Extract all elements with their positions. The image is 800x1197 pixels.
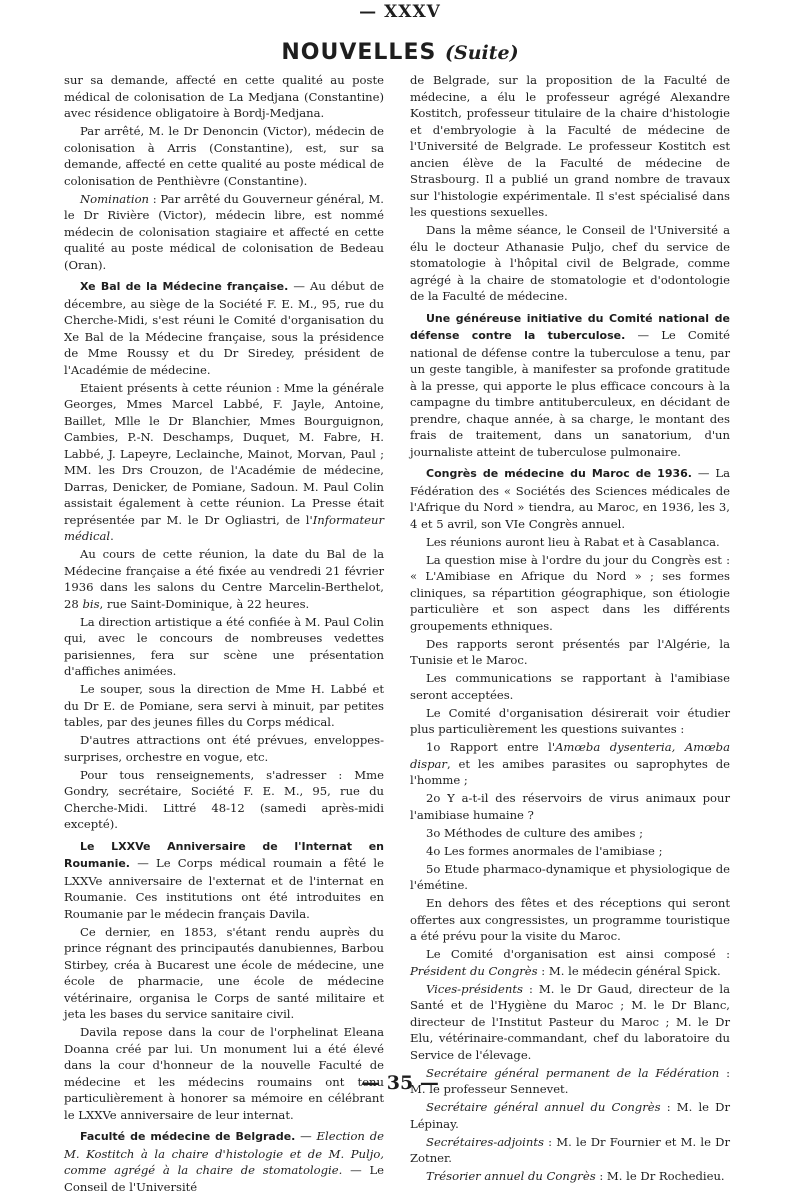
news-item-subtitle: — Election de M. Kostitch à la chaire d'histologie et de M. Puljo, comme agrégé à la chaire de stomatologie.: [64, 1129, 384, 1177]
journal-title: Informateur médical: [64, 512, 384, 543]
paragraph-text: Etaient présents à cette réunion : Mme la générale Georges, Mmes Marcel Labbé, F. Jayle, Antoine, Baillet, Mlle le Dr Blanchier, Mmes Bourguignon, Cambies, P.-N. Deschamps, Duquet, M. Fabre, H. Labbé, J. Lapeyre, Leclainche, Mainot, Morvan, Paul ; MM. les Drs Crouzon, de l'Académie de médecine, Darras, Denicker, de Pomiane, Sadoun. M. Paul Colin assistait également à cette réunion. La Presse était représentée par M. le Dr Ogliastri, de l': [64, 380, 384, 527]
news-item-title: Le LXXVe Anniversaire de l'Internat en Roumanie.: [64, 839, 384, 870]
paragraph: En dehors des fêtes et des réceptions qui seront offertes aux congressistes, un programme touristique a été prévu pour la visite du Maroc.: [410, 896, 730, 943]
question-text: 1o Rapport entre l': [426, 740, 556, 754]
paragraph-italic: bis: [82, 596, 100, 611]
news-item-title: Congrès de médecine du Maroc de 1936.: [426, 467, 692, 480]
paragraph: Ce dernier, en 1853, s'étant rendu auprès du prince régnant des principautés danubiennes, Barbou Stirbey, créa à Bucarest une école de médecine, une école de pharmacie, une école de médecine vétérinaire, organisa le Corps de santé militaire et jeta les bases du service sanitaire civil.: [64, 924, 384, 1021]
news-item-text: — Le Corps médical roumain a fêté le LXXVe anniversaire de l'externat et de l'internat en Roumanie. Ces institutions ont été introduites en Roumanie par le médecin français Davila.: [64, 856, 384, 921]
question-item: 3o Méthodes de culture des amibes ;: [426, 825, 644, 840]
paragraph: La question mise à l'ordre du jour du Congrès est : « L'Amibiase en Afrique du Nord » ; ses formes cliniques, sa répartition géographique, son étiologie particulière et son aspect dans les différents groupements ethniques.: [410, 552, 730, 633]
paragraph: de Belgrade, sur la proposition de la Faculté de médecine, a élu le professeur agrégé Alexandre Kostitch, professeur titulaire de la chaire d'histologie et d'embryologie à la Faculté de médecine de l'Université de Belgrade. Le professeur Kostitch est ancien élève de la Faculté de médecine de Strasbourg. Il a publié un grand nombre de travaux sur l'histologie expérimentale. Il s'est spécialisé dans les questions sexuelles.: [410, 73, 730, 219]
news-item-text: — Le Conseil de l'Université: [64, 1163, 385, 1194]
paragraph: Les communications se rapportant à l'amibiase seront acceptées.: [410, 671, 730, 702]
paragraph: Le souper, sous la direction de Mme H. Labbé et du Dr E. de Pomiane, sera servi à minuit, par petites tables, par des jeunes filles du Corps médical.: [64, 682, 384, 729]
question-text: , et les amibes parasites ou saprophytes de l'homme ;: [410, 756, 730, 787]
news-item: [410, 310, 730, 461]
committee-line: [410, 981, 730, 1064]
committee-role: Secrétaire général permanent de la Fédération: [426, 1065, 720, 1080]
news-item-title: Faculté de médecine de Belgrade.: [80, 1130, 296, 1143]
question-item: [410, 739, 730, 789]
paragraph: sur sa demande, affecté en cette qualité au poste médical de colonisation de La Medjana (Constantine) avec résidence obligatoire à Bordj-Medjana.: [64, 73, 384, 120]
question-item: 4o Les formes anormales de l'amibiase ;: [426, 843, 663, 858]
question-italic: Amœba dysenteria, Amœba dispar: [410, 740, 730, 771]
news-item-text: — Au début de décembre, au siège de la Société F. E. M., 95, rue du Cherche-Midi, s'est réuni le Comité d'organisation du Xe Bal de la Médecine française, sous la présidence de Mme Roussy et du Dr Siredey, président de l'Académie de médecine.: [64, 279, 384, 377]
left-column: [64, 72, 384, 1197]
committee-text: : M. le Dr Gaud, directeur de la Santé et de l'Hygiène du Maroc ; M. le Dr Blanc, directeur de l'Institut Pasteur du Maroc ; M. le Dr Elu, vétérinaire-commandant, chef du laboratoire du Service de l'élevage.: [410, 981, 730, 1062]
committee-text: : M. le professeur Sennevet.: [410, 1065, 730, 1096]
page-number: — 35 —: [361, 1072, 439, 1094]
news-item: [410, 465, 730, 532]
section-title: NOUVELLES: [281, 40, 437, 65]
paragraph: Dans la même séance, le Conseil de l'Université a élu le docteur Athanasie Puljo, chef du service de stomatologie à l'hôpital civil de Belgrade, comme agrégé à la chaire de stomatologie et d'odontologie de la Faculté de médecine.: [410, 223, 730, 303]
committee-text: : M. le médecin général Spick.: [537, 963, 721, 978]
paragraph: D'autres attractions ont été prévues, enveloppes-surprises, orchestre en vogue, etc.: [64, 733, 384, 764]
paragraph: Par arrêté, M. le Dr Denoncin (Victor), médecin de colonisation à Arris (Constantine), est, sur sa demande, affecté en cette qualité au poste médical de colonisation de Penthièvre (Constantine).: [64, 124, 384, 188]
question-item: 5o Etude pharmaco-dynamique et physiologique de l'émétine.: [410, 861, 730, 892]
paragraph-text: .: [110, 529, 114, 543]
news-item-text: — Le Comité national de défense contre la tuberculose a tenu, par un geste tangible, à manifester sa profonde gratitude à la presse, qui apporte le plus efficace concours à la campagne du timbre antituberculeux, en décidant de prendre, chaque année, à sa charge, le montant des frais de traitement, dans un sanatorium, d'un journaliste atteint de tuberculose pulmonaire.: [410, 328, 730, 459]
paragraph-label: Nomination: [80, 191, 150, 206]
section-suite: (Suite): [445, 42, 519, 64]
committee-line: [410, 946, 730, 979]
committee-role: Secrétaires-adjoints: [426, 1134, 544, 1149]
committee-line: [410, 1134, 730, 1167]
question-item: 2o Y a-t-il des réservoirs de virus animaux pour l'amibiase humaine ?: [410, 791, 730, 822]
committee-text: : M. le Dr Rochedieu.: [595, 1169, 725, 1183]
news-item: [64, 1128, 384, 1195]
committee-role: Secrétaire général annuel du Congrès: [426, 1100, 661, 1114]
committee-line: [410, 1168, 730, 1185]
paragraph: La direction artistique a été confiée à M. Paul Colin qui, avec le concours de nombreuses vedettes parisiennes, fera sur scène une présentation d'affiches animées.: [64, 614, 384, 678]
committee-role: Trésorier annuel du Congrès: [426, 1169, 596, 1183]
paragraph-text: Au cours de cette réunion, la date du Bal de la Médecine française a été fixée au vendredi 21 février 1936 dans les salons du Centre Marcelin-Berthelot, 28: [64, 547, 384, 611]
news-item-text: — La Fédération des « Sociétés des Sciences médicales de l'Afrique du Nord » tiendra, au Maroc, en 1936, les 3, 4 et 5 avril, son VIe Congrès annuel.: [410, 466, 731, 531]
paragraph-text: : Par arrêté du Gouverneur général, M. le Dr Rivière (Victor), médecin libre, est nommé médecin de colonisation stagiaire et affecté en cette qualité au poste médical de colonisation de Bedeau (Oran).: [64, 191, 384, 272]
paragraph: Le Comité d'organisation désirerait voir étudier plus particulièrement les questions suivantes :: [410, 705, 730, 736]
committee-text: : M. le Dr Fournier et M. le Dr Zotner.: [410, 1134, 730, 1165]
committee-line: [410, 1099, 730, 1132]
paragraph: Davila repose dans la cour de l'orphelinat Eleana Doanna créé par lui. Un monument lui a été élevé dans la cour d'honneur de la nouvelle Faculté de médecine et les médecins roumains ont tenu particulièrement à honorer sa mémoire en célébrant le LXXVe anniversaire de leur internat.: [64, 1025, 384, 1122]
paragraph: [64, 380, 384, 545]
paragraph: Les réunions auront lieu à Rabat et à Casablanca.: [426, 534, 720, 549]
paragraph: Des rapports seront présentés par l'Algérie, la Tunisie et le Maroc.: [410, 636, 730, 667]
news-item: [64, 278, 384, 378]
paragraph: Pour tous renseignements, s'adresser : Mme Gondry, secrétaire, Société F. E. M., 95, rue du Cherche-Midi. Littré 48-12 (samedi après-midi excepté).: [64, 767, 384, 831]
committee-role: Vices-présidents: [426, 981, 523, 996]
paragraph-text: , rue Saint-Dominique, à 22 heures.: [99, 596, 310, 611]
right-column: [410, 72, 730, 1186]
committee-text: Le Comité d'organisation est ainsi composé :: [426, 947, 730, 961]
news-item-title: Xe Bal de la Médecine française.: [80, 280, 289, 293]
committee-role: Président du Congrès: [410, 963, 538, 978]
news-item-title: Une généreuse initiative du Comité national de défense contre la tuberculose.: [410, 311, 730, 342]
section-header: [0, 40, 800, 65]
committee-text: : M. le Dr Lépinay.: [410, 1100, 730, 1131]
roman-page-number: — XXXV: [359, 2, 441, 22]
paragraph: [64, 191, 384, 274]
paragraph: [64, 546, 384, 612]
news-item: [64, 838, 384, 923]
